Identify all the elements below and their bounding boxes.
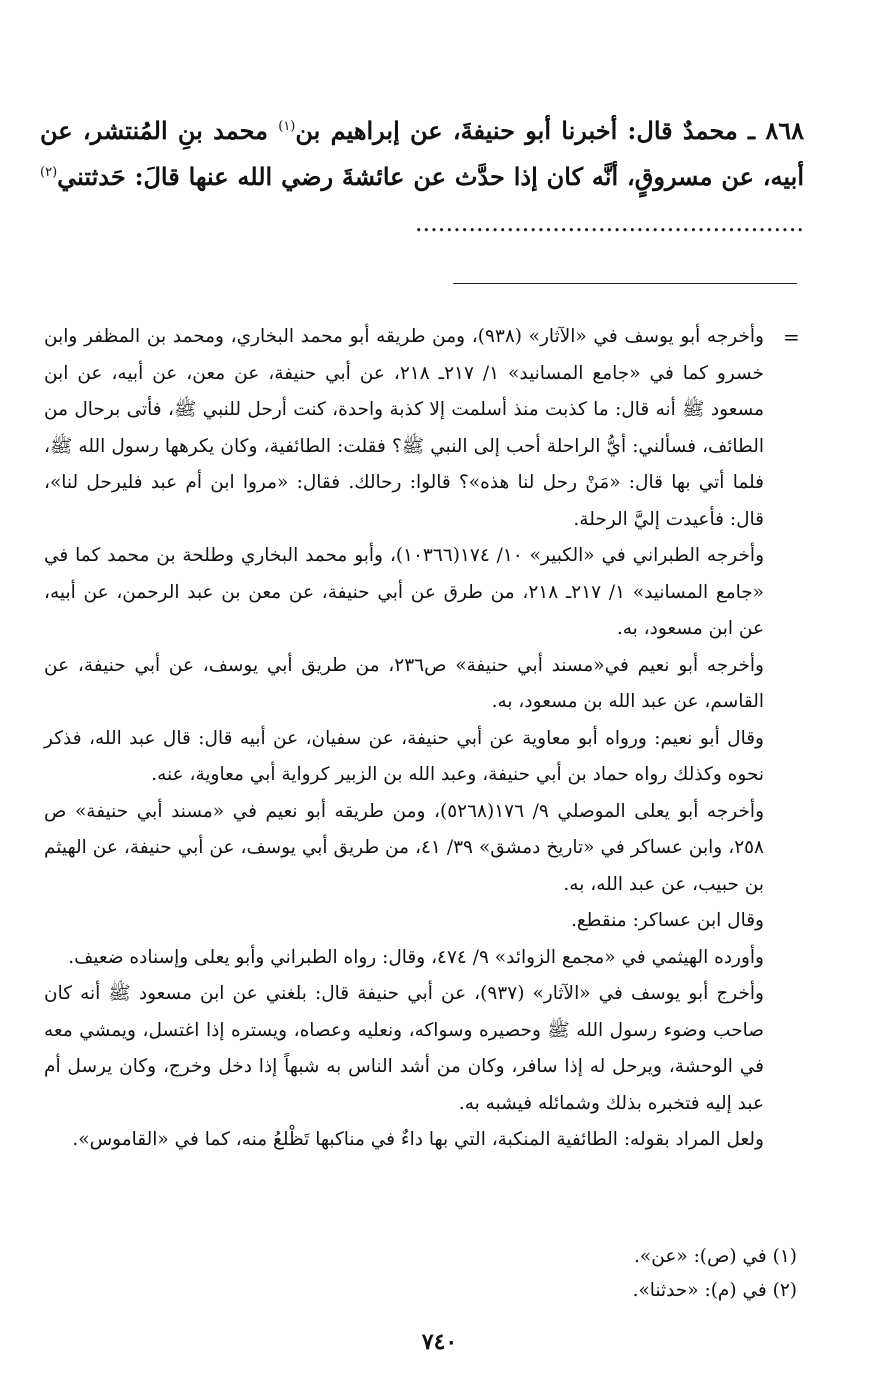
commentary-notes [44, 319, 764, 1159]
footnote-2: (٢) في (م): «حدثنا». [632, 1280, 797, 1301]
note-paragraph: وأورده الهيثمي في «مجمع الزوائد» ٩/ ٤٧٤، وقال: رواه الطبراني وأبو يعلى وإسناده ضعيف. [68, 946, 764, 968]
note-paragraph: وقال ابن عساكر: منقطع. [570, 910, 764, 931]
footnote-ref-2[interactable]: (٢) [40, 165, 58, 180]
footnote-ref-1[interactable]: (١) [278, 119, 296, 134]
note-paragraph: وقال أبو نعيم: ورواه أبو معاوية عن أبي حنيفة، عن سفيان، عن أبيه قال: قال عبد الله، فذكر نحوه وكذلك رواه حماد بن أبي حنيفة، وعبد الله بن الزبير كرواية أبي معاوية، عنه. [44, 727, 764, 785]
note-paragraph: وأخرج أبو يوسف في «الآثار» (٩٣٧)، عن أبي حنيفة قال: بلغني عن ابن مسعود ﷺ أنه كان صاحب وضوء رسول الله ﷺ وحصيره وسواكه، ونعليه وعصاه، ويستره إذا اغتسل، ويمشي معه في الوحشة، ويرحل له إذا سافر، وكان من أشد الناس به شبهاً إذا دخل وخرج، وكان يرسل أم عبد إليه فتخبره بذلك وشمائله فيشبه به. [44, 983, 764, 1114]
hadith-paragraph [40, 108, 804, 246]
page-number: ٧٤٠ [421, 1329, 458, 1355]
hadith-text [40, 108, 804, 246]
ellipsis-dots: ................................................... [414, 209, 804, 237]
hadith-mid: محمد بنِ المُنتشر، عن أبيه، عن مسروقٍ، أنَّه كان إذا حدَّث عن عائشةَ رضي الله عنها قالَ: حَدثتني [40, 116, 804, 191]
note-paragraph: وأخرجه الطبراني في «الكبير» ١٠/ ١٧٤(١٠٣٦٦)، وأبو محمد البخاري وطلحة بن محمد كما في «جامع المسانيد» ١/ ٢١٧ـ ٢١٨، من طرق عن أبي حنيفة، عن معن بن عبد الرحمن، عن أبيه، عن ابن مسعود، به. [44, 545, 764, 639]
footnote-separator [453, 283, 797, 284]
note-paragraph: وأخرجه أبو يوسف في «الآثار» (٩٣٨)، ومن طريقه أبو محمد البخاري، ومحمد بن المظفر وابن خسرو كما في «جامع المسانيد» ١/ ٢١٧ـ ٢١٨، عن أبي حنيفة، عن معن، عن أبيه، عن ابن مسعود ﷺ أنه قال: ما كذبت منذ أسلمت إلا كذبة واحدة، كنت أرحل للنبي ﷺ، فأتى برحال من الطائف، فسألني: أيُّ الراحلة أحب إلى النبي ﷺ؟ فقلت: الطائفية، وكان يكرهها رسول الله ﷺ، فلما أتي بها قال: «مَنْ رحل لنا هذه»؟ قالوا: رحالك. فقال: «مروا ابن أم عبد فليرحل لنا»، قال: فأعيدت إليَّ الرحلة. [44, 326, 764, 530]
note-paragraph: وأخرجه أبو نعيم في«مسند أبي حنيفة» ص٢٣٦، من طريق أبي يوسف، عن أبي حنيفة، عن القاسم، عن عبد الله بن مسعود، به. [44, 654, 764, 712]
hadith-start: ٨٦٨ ـ محمدٌ قال: أخبرنا أبو حنيفةَ، عن إبراهيم بن [295, 116, 804, 145]
note-paragraph: ولعل المراد بقوله: الطائفية المنكبة، التي بها داءٌ في مناكبها تَظْلعُ منه، كما في «القاموس». [72, 1129, 764, 1150]
footnote-1: (١) في (ص): «عن». [634, 1246, 797, 1267]
note-paragraph: وأخرجه أبو يعلى الموصلي ٩/ ١٧٦(٥٢٦٨)، ومن طريقه أبو نعيم في «مسند أبي حنيفة» ص ٢٥٨، وابن عساكر في «تاريخ دمشق» ٣٩/ ٤١، من طريق أبي يوسف، عن أبي حنيفة، عن الهيثم بن حبيب، عن عبد الله، به. [44, 800, 765, 895]
continuation-mark: = [783, 325, 800, 349]
